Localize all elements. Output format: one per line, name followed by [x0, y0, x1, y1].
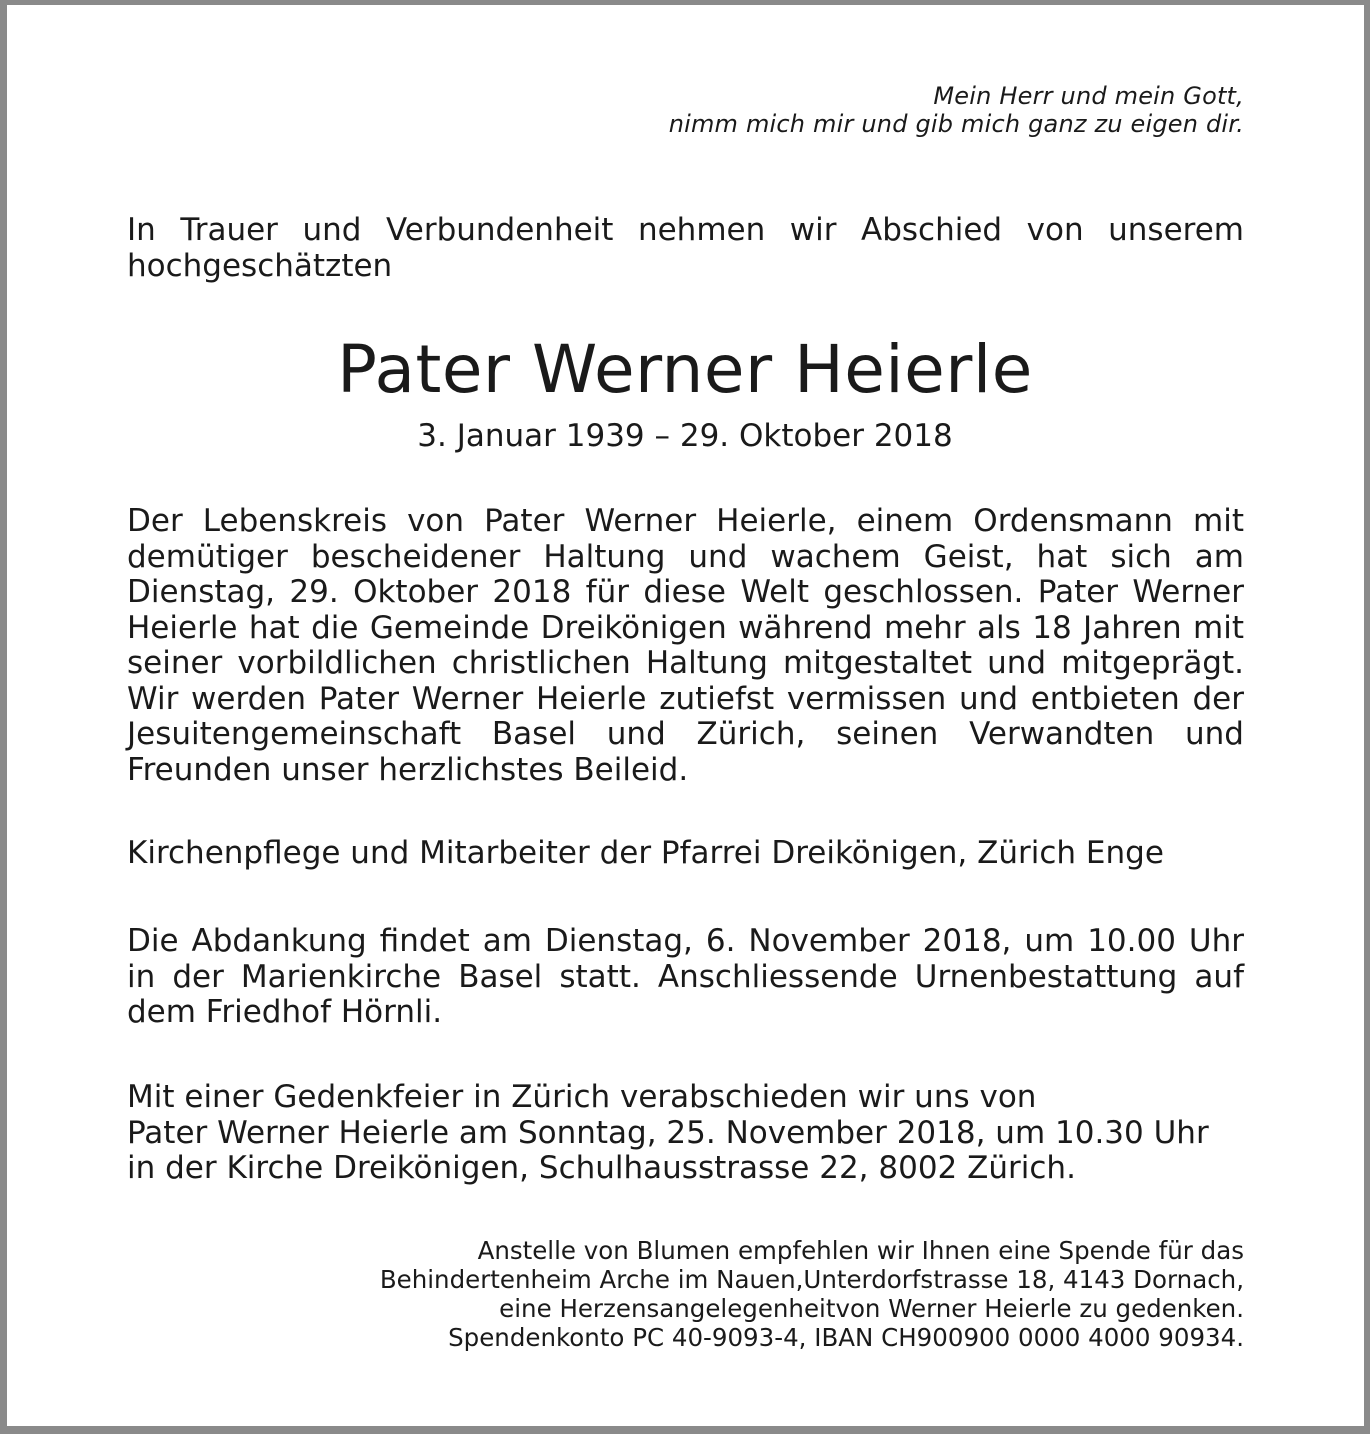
donation-line: Spendenkonto PC 40-9093-4, IBAN CH900900 0000 4000 90934.: [448, 1323, 1244, 1352]
memorial-line: Mit einer Gedenkfeier in Zürich verabschieden wir uns von: [127, 1079, 1037, 1115]
motto-quote: [669, 82, 1244, 138]
memorial-line: in der Kirche Dreikönigen, Schulhausstrasse 22, 8002 Zürich.: [127, 1150, 1076, 1186]
donation-line: Anstelle von Blumen empfehlen wir Ihnen eine Spende für das: [477, 1236, 1244, 1265]
memorial-line: Pater Werner Heierle am Sonntag, 25. November 2018, um 10.30 Uhr: [127, 1114, 1209, 1151]
motto-line: nimm mich mir und gib mich ganz zu eigen dir.: [668, 110, 1244, 138]
deceased-name: Pater Werner Heierle: [337, 331, 1033, 408]
tribute-paragraph: Der Lebenskreis von Pater Werner Heierle, einem Ordensmann mit demütiger bescheidener Haltung und wachem Geist, hat sich am Dienstag, 29. Oktober 2018 für diese Welt geschlossen. Pater Werner Heierle hat die Gemeinde Dreikönigen während mehr als 18 Jahren mit seiner vorbildlichen christlichen Haltung mitgestaltet und mitgeprägt. Wir werden Pater Werner Heierle zutiefst vermissen und entbieten der Jesuitengemeinschaft Basel und Zürich, seinen Verwandten und Freunden unser herzlichstes Beileid.: [127, 503, 1244, 788]
funeral-paragraph: Die Abdankung findet am Dienstag, 6. November 2018, um 10.00 Uhr in der Marienkirche Basel statt. Anschliessende Urnenbestattung auf dem Friedhof Hörnli.: [127, 923, 1244, 1030]
donation-line: Behindertenheim Arche im Nauen,Unterdorfstrasse 18, 4143 Dornach,: [379, 1265, 1244, 1294]
memorial-paragraph: [127, 1080, 1244, 1187]
motto-line: Mein Herr und mein Gott,: [933, 82, 1244, 110]
life-dates: 3. Januar 1939 – 29. Oktober 2018: [417, 418, 953, 454]
donation-line: eine Herzensangelegenheitvon Werner Heierle zu gedenken.: [499, 1294, 1244, 1323]
signoff-line: Kirchenpflege und Mitarbeiter der Pfarrei Dreikönigen, Zürich Enge: [127, 835, 1164, 871]
intro-paragraph: In Trauer und Verbundenheit nehmen wir Abschied von unserem hochgeschätzten: [127, 212, 1244, 284]
donation-note: [380, 1236, 1244, 1352]
